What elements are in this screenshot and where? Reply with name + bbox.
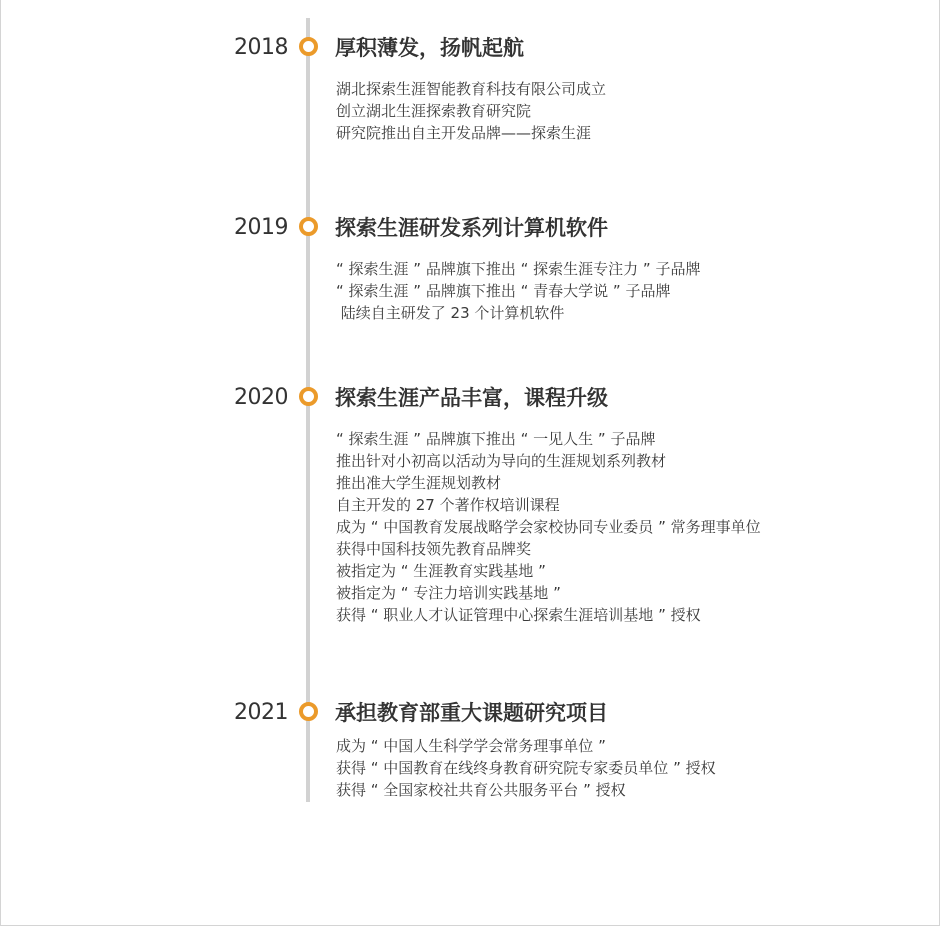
- timeline-year: 2020: [234, 385, 288, 410]
- list-item: 被指定为 “ 专注力培训实践基地 ”: [336, 584, 561, 602]
- list-item: 成为 “ 中国人生科学学会常务理事单位 ”: [336, 737, 606, 755]
- timeline-line: [306, 18, 310, 802]
- list-item: 研究院推出自主开发品牌——探索生涯: [336, 124, 592, 142]
- list-item: “ 探索生涯 ” 品牌旗下推出 “ 青春大学说 ” 子品牌: [336, 282, 671, 300]
- timeline-year: 2018: [234, 35, 288, 60]
- list-item: 获得中国科技领先教育品牌奖: [336, 540, 532, 558]
- list-item: 获得 “ 全国家校社共育公共服务平台 ” 授权: [336, 781, 626, 799]
- timeline-item-list: [336, 258, 700, 324]
- list-item: 成为 “ 中国教育发展战略学会家校协同专业委员 ” 常务理事单位: [336, 518, 761, 536]
- timeline-dot-icon: [299, 37, 318, 56]
- list-item: 陆续自主研发了 23 个计算机软件: [336, 304, 565, 322]
- timeline-heading: 厚积薄发，扬帆起航: [335, 36, 524, 60]
- timeline-heading: 探索生涯研发系列计算机软件: [335, 216, 608, 240]
- list-item: 创立湖北生涯探索教育研究院: [336, 102, 532, 120]
- list-item: 推出准大学生涯规划教材: [336, 474, 502, 492]
- timeline-item-list: [336, 428, 761, 626]
- list-item: 获得 “ 职业人才认证管理中心探索生涯培训基地 ” 授权: [336, 606, 701, 624]
- timeline-heading: 探索生涯产品丰富，课程升级: [335, 386, 608, 410]
- timeline-item-list: [336, 78, 606, 144]
- list-item: 自主开发的 27 个著作权培训课程: [336, 496, 560, 514]
- list-item: 湖北探索生涯智能教育科技有限公司成立: [336, 80, 607, 98]
- timeline-item-list: [336, 735, 716, 801]
- timeline-dot-icon: [299, 217, 318, 236]
- timeline-year: 2019: [234, 215, 288, 240]
- timeline-dot-icon: [299, 387, 318, 406]
- list-item: 获得 “ 中国教育在线终身教育研究院专家委员单位 ” 授权: [336, 759, 716, 777]
- timeline-dot-icon: [299, 702, 318, 721]
- list-item: 推出针对小初高以活动为导向的生涯规划系列教材: [336, 452, 667, 470]
- list-item: “ 探索生涯 ” 品牌旗下推出 “ 探索生涯专注力 ” 子品牌: [336, 260, 701, 278]
- list-item: “ 探索生涯 ” 品牌旗下推出 “ 一见人生 ” 子品牌: [336, 430, 656, 448]
- timeline-heading: 承担教育部重大课题研究项目: [335, 701, 608, 725]
- list-item: 被指定为 “ 生涯教育实践基地 ”: [336, 562, 546, 580]
- timeline-year: 2021: [234, 700, 288, 725]
